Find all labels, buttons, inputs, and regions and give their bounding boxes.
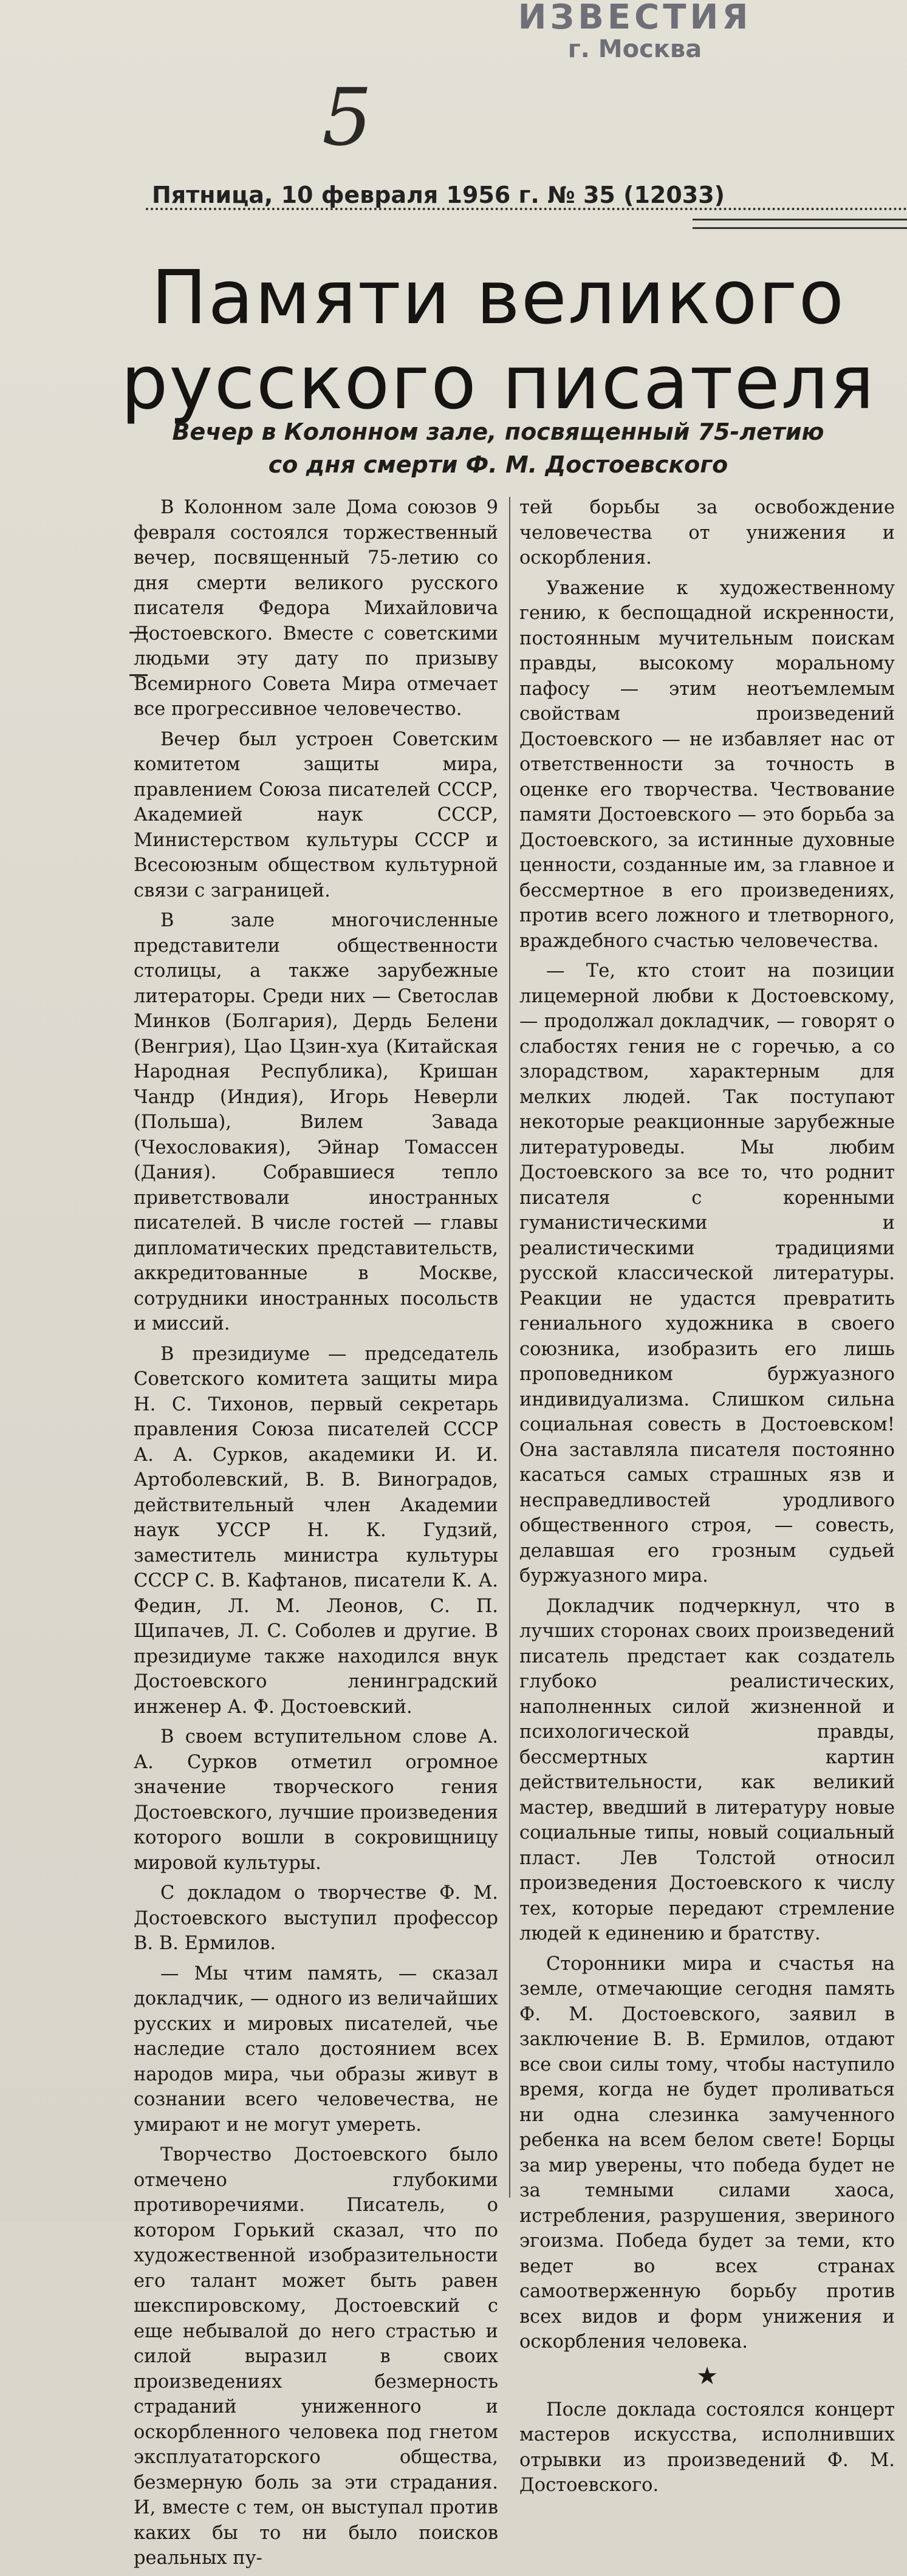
article-column-1 (134, 495, 498, 2576)
handwritten-number: 5 (322, 71, 372, 163)
paragraph: В Колонном зале Дома союзов 9 февраля состоялся торжественный вечер, посвященный 75-летию со дня смерти великого русского писателя Федора Михайловича Достоевского. Вместе с советскими людьми эту дату по призыву Всемирного Совета Мира отмечает все прогрессивное человечество. (134, 497, 498, 720)
column-divider (509, 497, 510, 2198)
paragraph: — Мы чтим память, — сказал докладчик, — одного из величайших русских и мировых писателей, чье наследие стало достоянием всех народов мира, чьи образы живут в сознании всего человечества, не умирают и не могут умереть. (134, 1963, 498, 2136)
stamp-paper-name: ИЗВЕСТИЯ (518, 0, 752, 37)
archive-stamp (513, 0, 756, 63)
headline-line-2: русского писателя (120, 340, 876, 426)
paragraph: тей борьбы за освобождение человечества от унижения и оскорбления. (519, 497, 895, 569)
paragraph: Творчество Достоевского было отмечено глубокими противоречиями. Писатель, о котором Горький сказал, что по художественной изобразительности его талант может быть равен шекспировскому, Достоевский с еще небывалой до него страстью и силой выразил в своих произведениях безмерность страданий униженного и оскорбленного человека под гнетом эксплуататорского общества, безмерную боль за эти страдания. И, вместе с тем, он выступал против каких бы то ни было поисков реальных пу- (134, 2144, 498, 2569)
dotted-rule (146, 208, 907, 210)
paragraph: Докладчик подчеркнул, что в лучших сторонах своих произведений писатель предстает как создатель глубоко реалистических, наполненных силой жизненной и психологической правды, бессмертных картин действительности, как великий мастер, введший в литературу новые социальные типы, новый социальный пласт. Лев Толстой относил произведения Достоевского к числу тех, которые передают стремление людей к единению и братству. (519, 1595, 895, 1944)
star-separator: ★ (696, 2362, 718, 2390)
article-column-2 (519, 495, 895, 2503)
paragraph: Сторонники мира и счастья на земле, отмечающие сегодня память Ф. М. Достоевского, заявил в заключение В. В. Ермилов, отдают все свои силы тому, чтобы наступило время, когда не будет проливаться ни одна слезинка замученного ребенка на всем белом свете! Борцы за мир уверены, что победа будет не за темными силами хаоса, истребления, разрушения, звериного эгоизма. Победа будет за теми, кто ведет во всех странах самоотверженную борьбу против всех видов и форм унижения и оскорбления человека. (519, 1953, 895, 2352)
paragraph: В своем вступительном слове А. А. Сурков отметил огромное значение творческого гения Достоевского, лучшие произведения которого вошли в сокровищницу мировой культуры. (134, 1726, 498, 1874)
paragraph: — Те, кто стоит на позиции лицемерной любви к Достоевскому, — продолжал докладчик, — говорят о слабостях гения не с горечью, а со злорадством, характерным для мелких людей. Так поступают некоторые реакционные зарубежные литературоведы. Мы любим Достоевского за все то, что роднит писателя с коренными гуманистическими и реалистическими традициями русской классической литературы. Реакции не удастся превратить гениального художника в своего союзника, изобразить его лишь проповедником буржуазного индивидуализма. Слишком сильна социальная совесть в Достоевском! Она заставляла писателя постоянно касаться самых страшных язв и несправедливостей уродливого общественного строя, — совесть, делавшая его грозным судьей буржуазного мира. (519, 960, 895, 1587)
double-rule-top (693, 219, 907, 220)
headline-line-1: Памяти великого (151, 255, 846, 341)
paragraph: В президиуме — председатель Советского комитета защиты мира Н. С. Тихонов, первый секретарь правления Союза писателей СССР А. А. Сурков, академики И. И. Артоболевский, В. В. Виноградов, действительный член Академии наук УССР Н. К. Гудзий, заместитель министра культуры СССР С. В. Кафтанов, писатели К. А. Федин, Л. М. Леонов, С. П. Щипачев, Л. С. Соболев и другие. В президиуме также находился внук Достоевского ленинградский инженер А. Ф. Достоевский. (134, 1343, 498, 1718)
paragraph: Уважение к художественному гению, к беспощадной искренности, постоянным мучительным поискам правды, высокому моральному пафосу — этим неотъемлемым свойствам произведений Достоевского — не избавляет нас от ответственности за точность в оценке его творчества. Чествование памяти Достоевского — это борьба за Достоевского, за истинные духовные ценности, созданные им, за главное и бессмертное в его произведениях, против всего ложного и тлетворного, враждебного счастью человечества. (519, 577, 895, 952)
dateline: Пятница, 10 февраля 1956 г. № 35 (12033) (152, 182, 725, 208)
double-rule-bottom (693, 227, 907, 229)
paragraph: Вечер был устроен Советским комитетом защиты мира, правлением Союза писателей СССР, Академией наук СССР, Министерством культуры СССР и Всесоюзным обществом культурной связи с заграницей. (134, 728, 498, 901)
stamp-city: г. Москва (567, 35, 702, 63)
paragraph: С докладом о творчестве Ф. М. Достоевского выступил профессор В. В. Ермилов. (134, 1882, 498, 1954)
subheadline-line-1: Вечер в Колонном зале, посвященный 75-летию (172, 419, 824, 445)
paragraph: В зале многочисленные представители общественности столицы, а также зарубежные литераторы. Среди них — Светослав Минков (Болгария), Дердь Белени (Венгрия), Цао Цзин-хуа (Китайская Народная Республика), Кришан Чандр (Индия), Игорь Неверли (Польша), Вилем Завада (Чехословакия), Эйнар Томассен (Дания). Собравшиеся тепло приветствовали иностранных писателей. В числе гостей — главы дипломатических представительств, аккредитованные в Москве, сотрудники иностранных посольств и миссий. (134, 910, 498, 1334)
subheadline-line-2: со дня смерти Ф. М. Достоевского (268, 451, 728, 478)
paragraph: После доклада состоялся концерт мастеров искусства, исполнивших отрывки из произведений Ф. М. Достоевского. (519, 2399, 895, 2496)
